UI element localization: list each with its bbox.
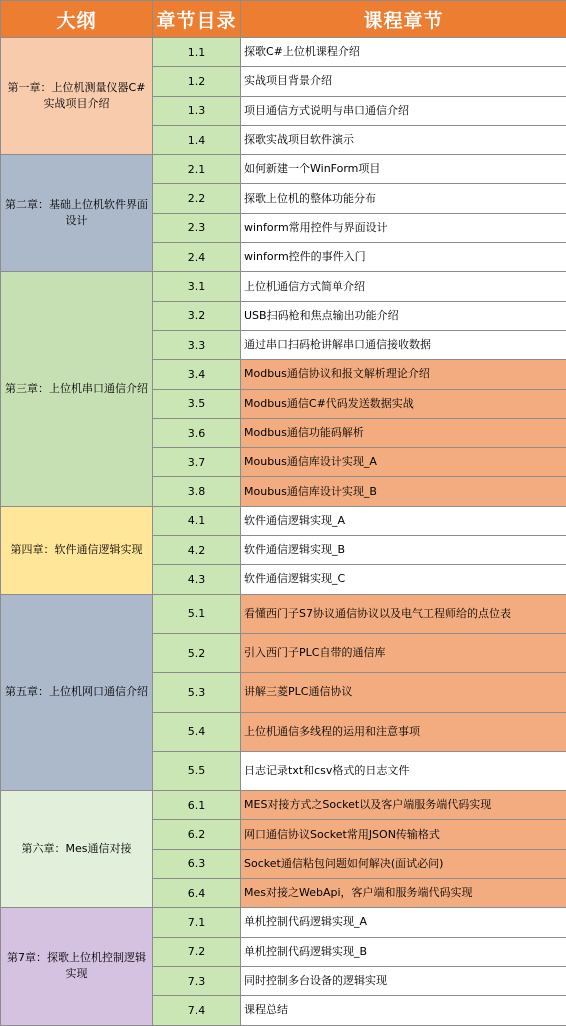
section-number: 3.1 [153,272,241,301]
section-title: 上位机通信多线程的运用和注意事项 [241,712,566,751]
section-title: winform常用控件与界面设计 [241,213,566,242]
section-number: 6.1 [153,791,241,820]
section-number: 5.5 [153,751,241,790]
section-title: 如何新建一个WinForm项目 [241,155,566,184]
section-title: 实战项目背景介绍 [241,67,566,96]
section-title: 项目通信方式说明与串口通信介绍 [241,96,566,125]
table-row [1,594,566,633]
section-number: 7.4 [153,996,241,1025]
section-title: 单机控制代码逻辑实现_B [241,937,566,966]
section-number: 4.2 [153,536,241,565]
header-sections: 课程章节 [241,1,566,38]
table-row [1,38,566,67]
section-number: 2.1 [153,155,241,184]
section-number: 3.7 [153,448,241,477]
section-title: 探歌上位机的整体功能分布 [241,184,566,213]
section-number: 1.4 [153,125,241,154]
chapter-title: 第三章：上位机串口通信介绍 [1,272,153,506]
table-body [1,38,566,1026]
section-title: Modbus通信C#代码发送数据实战 [241,389,566,418]
section-number: 7.2 [153,937,241,966]
section-number: 7.3 [153,966,241,995]
section-title: 软件通信逻辑实现_B [241,536,566,565]
section-title: winform控件的事件入门 [241,243,566,272]
table-row [1,908,566,937]
section-title: Mes对接之WebApi，客户端和服务端代码实现 [241,879,566,908]
section-title: 日志记录txt和csv格式的日志文件 [241,751,566,790]
section-number: 3.2 [153,301,241,330]
table-row [1,506,566,535]
section-number: 3.5 [153,389,241,418]
section-number: 5.3 [153,673,241,712]
section-number: 6.3 [153,849,241,878]
section-title: 讲解三菱PLC通信协议 [241,673,566,712]
section-title: 看懂西门子S7协议通信协议以及电气工程师给的点位表 [241,594,566,633]
section-title: 探歌实战项目软件演示 [241,125,566,154]
section-title: Moubus通信库设计实现_B [241,477,566,506]
section-title: 软件通信逻辑实现_A [241,506,566,535]
section-number: 1.1 [153,38,241,67]
section-title: 引入西门子PLC自带的通信库 [241,633,566,672]
header-outline: 大纲 [1,1,153,38]
table-row [1,791,566,820]
section-title: 通过串口扫码枪讲解串口通信接收数据 [241,330,566,359]
section-title: 同时控制多台设备的逻辑实现 [241,966,566,995]
section-number: 1.3 [153,96,241,125]
chapter-title: 第一章：上位机测量仪器C#实战项目介绍 [1,38,153,155]
header-index: 章节目录 [153,1,241,38]
section-number: 4.1 [153,506,241,535]
table-row [1,155,566,184]
section-number: 2.4 [153,243,241,272]
section-title: Modbus通信协议和报文解析理论介绍 [241,360,566,389]
section-title: Socket通信粘包问题如何解决(面试必问) [241,849,566,878]
section-number: 1.2 [153,67,241,96]
section-title: 网口通信协议Socket常用JSON传输格式 [241,820,566,849]
section-title: 探歌C#上位机课程介绍 [241,38,566,67]
section-title: 单机控制代码逻辑实现_A [241,908,566,937]
section-title: 上位机通信方式简单介绍 [241,272,566,301]
section-title: Moubus通信库设计实现_A [241,448,566,477]
section-number: 3.3 [153,330,241,359]
section-title: MES对接方式之Socket以及客户端服务端代码实现 [241,791,566,820]
section-number: 5.4 [153,712,241,751]
section-title: USB扫码枪和焦点输出功能介绍 [241,301,566,330]
section-number: 2.3 [153,213,241,242]
section-number: 3.8 [153,477,241,506]
section-number: 2.2 [153,184,241,213]
section-number: 5.1 [153,594,241,633]
chapter-title: 第7章：探歌上位机控制逻辑实现 [1,908,153,1025]
section-number: 3.6 [153,418,241,447]
section-title: 课程总结 [241,996,566,1025]
section-title: Modbus通信功能码解析 [241,418,566,447]
section-number: 4.3 [153,565,241,594]
chapter-title: 第六章：Mes通信对接 [1,791,153,908]
section-number: 7.1 [153,908,241,937]
section-title: 软件通信逻辑实现_C [241,565,566,594]
section-number: 3.4 [153,360,241,389]
chapter-title: 第四章：软件通信逻辑实现 [1,506,153,594]
section-number: 5.2 [153,633,241,672]
section-number: 6.4 [153,879,241,908]
section-number: 6.2 [153,820,241,849]
chapter-title: 第二章：基础上位机软件界面设计 [1,155,153,272]
table-row [1,272,566,301]
chapter-title: 第五章：上位机网口通信介绍 [1,594,153,790]
